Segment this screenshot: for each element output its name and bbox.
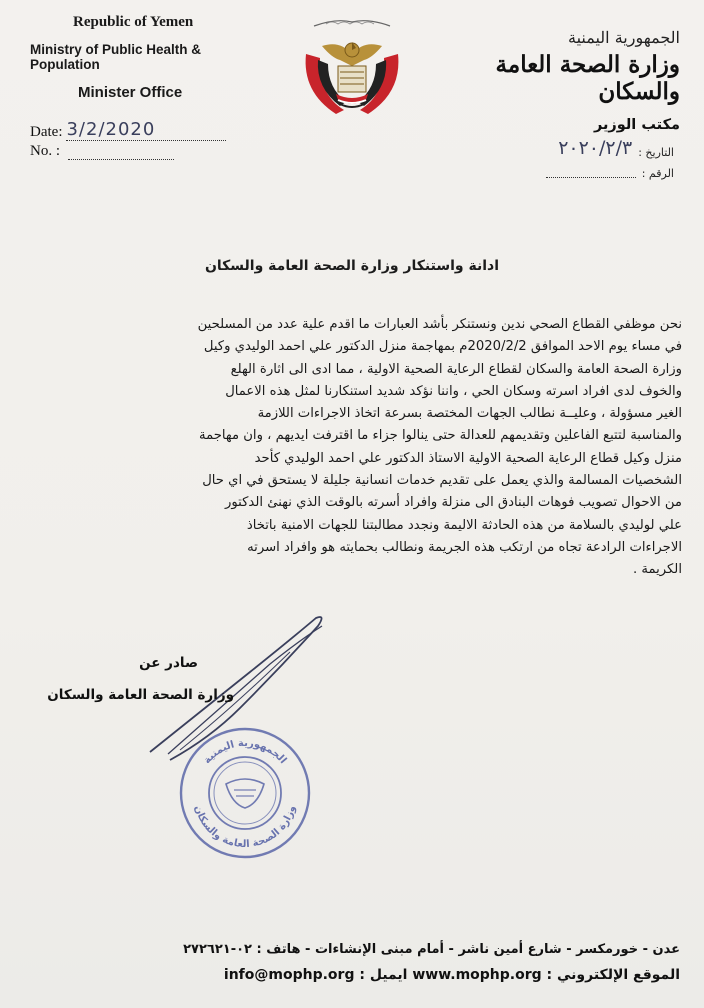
- number-label-ar: الرقم :: [641, 167, 674, 180]
- arabic-letterhead: [470, 28, 680, 133]
- body-line: نحن موظفي القطاع الصحي ندين ونستنكر بأشد العبارات ما اقدم علية عدد من المسلحين: [197, 317, 682, 332]
- ministry-stamp: [176, 724, 314, 862]
- body-line: والخوف لدى افراد اسرته وسكان الحي ، واننا نؤكد شديد استنكارنا لمثل هذه الاعمال: [225, 383, 682, 399]
- body-line: وزارة الصحة العامة والسكان لقطاع الرعاية الصحية الاولية ، مما ادى الى اثارة الهلع: [230, 361, 682, 377]
- ministry-ar: وزارة الصحة العامة والسكان: [495, 51, 680, 105]
- email-label: ايميل :: [359, 967, 408, 983]
- svg-text:وزارة الصحة العامة والسكان: [192, 804, 298, 850]
- letter-footer: [40, 942, 680, 983]
- office-ar: مكتب الوزير: [593, 117, 680, 133]
- website-link[interactable]: www.mophp.org: [412, 967, 542, 983]
- body-line: في مساء يوم الاحد الموافق 2020/2/2م بمهاجمة منزل الدكتور علي احمد الوليدي وكيل: [203, 339, 682, 355]
- date-label-en: Date:: [30, 124, 63, 140]
- issued-by-label: صادر عن: [139, 655, 198, 671]
- date-label-ar: التاريخ :: [638, 146, 674, 159]
- letter-title: ادانة واستنكار وزارة الصحة العامة والسكان: [204, 258, 500, 274]
- issuing-ministry: وزارة الصحة العامة والسكان: [47, 687, 234, 703]
- stamp-ring-bottom: وزارة الصحة العامة والسكان: [192, 804, 298, 851]
- website-label: الموقع الإلكتروني :: [546, 967, 680, 983]
- republic-en: Republic of Yemen: [73, 14, 194, 30]
- body-line: الكريمة .: [633, 562, 682, 578]
- date-value-ar: ٢٠٢٠/٢/٣: [558, 137, 633, 159]
- number-label-en: No. :: [30, 143, 60, 159]
- email-link[interactable]: info@mophp.org: [223, 967, 355, 983]
- body-line: من الاحوال تصويب فوهات البنادق الى منزلة وافراد أسرته بالوقت الذي نهنئ الدكتور: [224, 495, 682, 511]
- body-line: الاجراءات الرادعة تجاه من ارتكب هذه الجريمة ونطالب بحمايته هو وافراد اسرته: [247, 539, 682, 555]
- stamp-ring-top: الجمهورية اليمنية: [201, 737, 289, 767]
- date-block-en: [30, 119, 226, 160]
- letter-body: [22, 314, 682, 582]
- date-value-en: 3/2/2020: [66, 119, 226, 141]
- yemen-eagle-emblem-icon: [296, 14, 408, 126]
- signature-block: [47, 655, 234, 703]
- date-block-ar: [546, 137, 674, 180]
- ministry-en: Ministry of Public Health & Population: [30, 42, 202, 72]
- body-line: الشخصيات المسالمة والذي يعمل على تقديم خدمات انسانية جليلة لا يستحق في اي حال: [202, 473, 682, 489]
- number-field-en: [68, 145, 174, 160]
- body-line: والمناسبة لتتبع الفاعلين وتقديمهم للعدالة حتى ينالوا جزاء ما اقترفت ايديهم ، وان مهاجمة: [199, 428, 682, 444]
- body-line: منزل وكيل قطاع الرعاية الصحية الاولية الاستاذ الدكتور علي احمد الوليدي كأحد: [254, 450, 682, 466]
- english-letterhead: [30, 14, 260, 101]
- republic-ar: الجمهورية اليمنية: [567, 28, 680, 47]
- footer-contacts: [40, 967, 680, 983]
- footer-address: عدن - خورمكسر - شارع أمين ناشر - أمام مبنى الإنشاءات - هاتف : ٠٢-٢٧٢٦٢١: [183, 942, 680, 957]
- number-field-ar: [546, 167, 636, 178]
- body-line: الغير مسؤولة ، وعليــة نطالب الجهات المختصة بسرعة اتخاذ الاجراءات اللازمة: [257, 406, 682, 422]
- body-line: علي لوليدي بالسلامة من هذه الحادثة الاليمة ونجدد مطالبتنا للجهات الامنية باتخاذ: [246, 517, 682, 533]
- office-en: Minister Office: [78, 84, 183, 101]
